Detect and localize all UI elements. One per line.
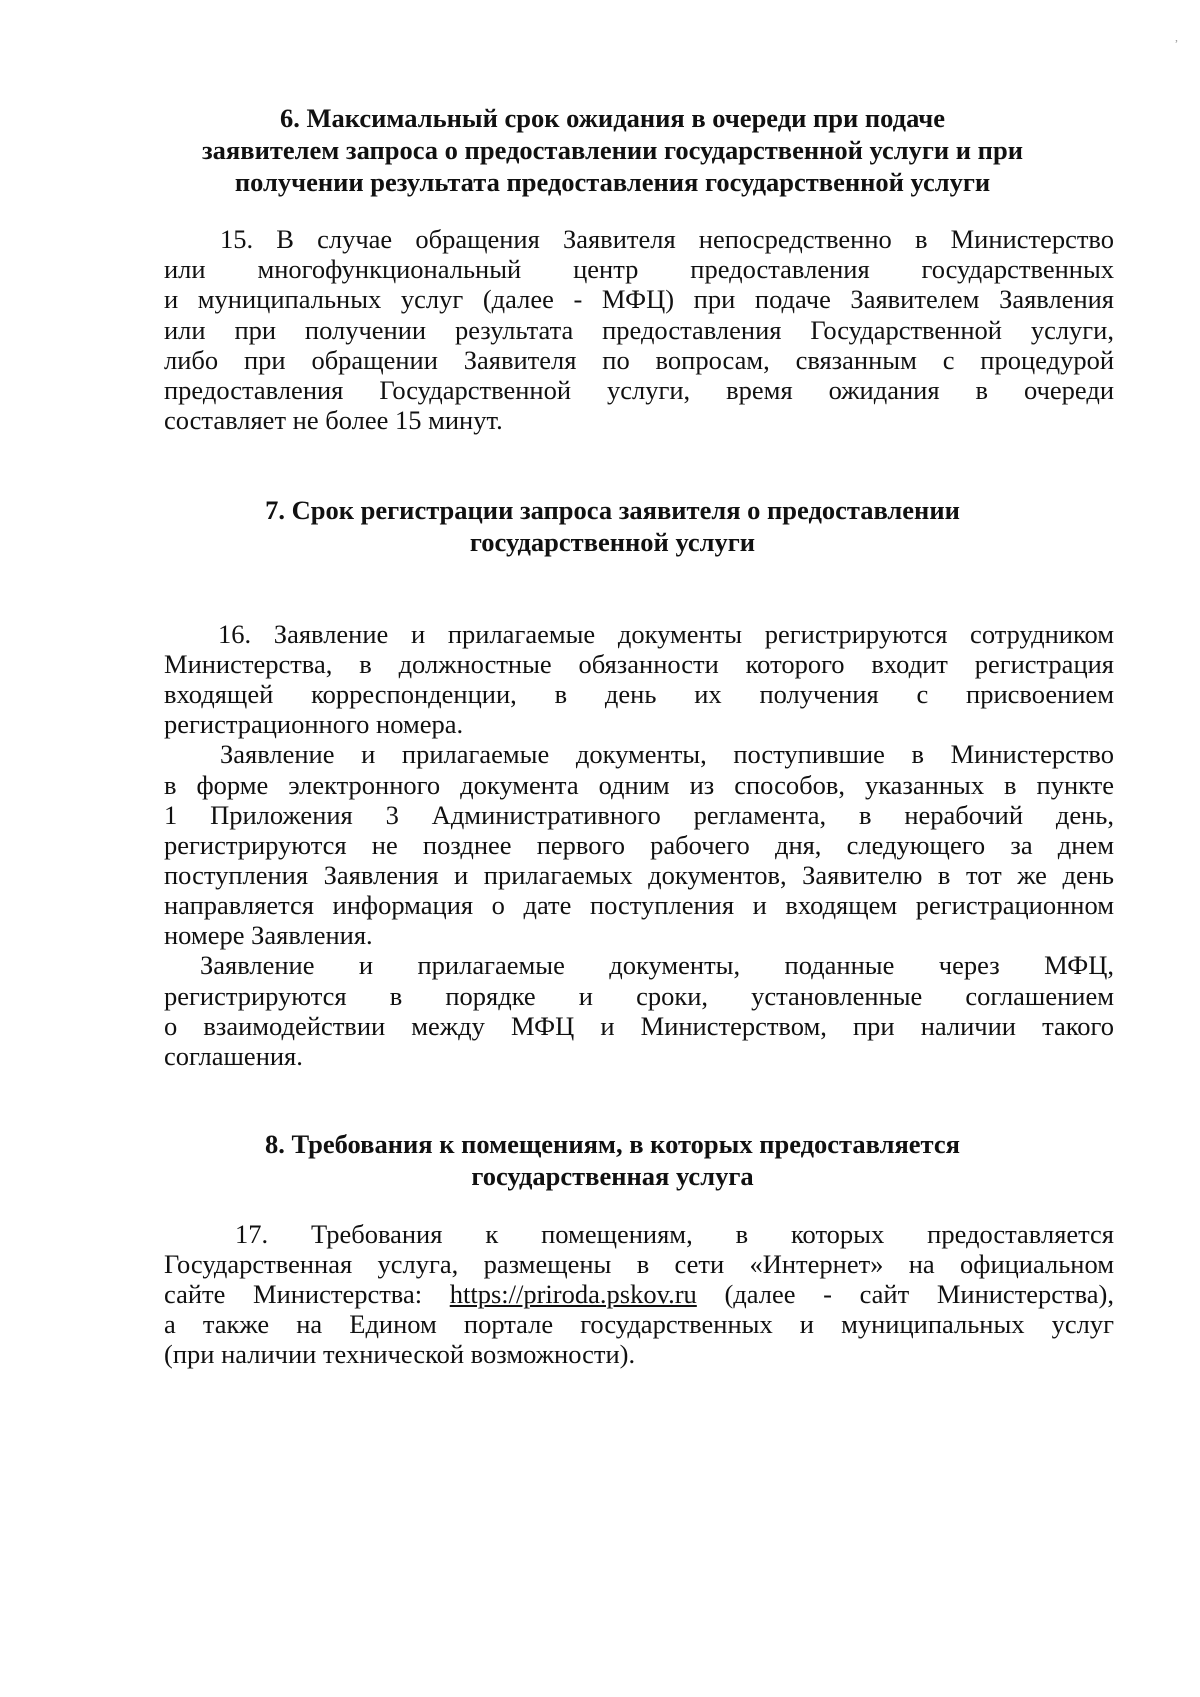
paragraph-17-line-with-link (164, 1278, 1114, 1310)
section-6-heading-line-3: получении результата предоставления государственной услуги (234, 167, 991, 197)
paragraph-15-line: или многофункциональный центр предоставления государственных (164, 254, 1114, 284)
paragraph-17-text: (далее - сайт Министерства), (696, 1279, 1114, 1309)
section-6-heading-line-2: заявителем запроса о предоставлении государственной услуги и при (202, 135, 1023, 165)
paragraph-16b-line: регистрируются не позднее первого рабочего дня, следующего за днем (164, 830, 1114, 860)
paragraph-16-line: регистрационного номера. (164, 709, 464, 739)
paragraph-15-line: и муниципальных услуг (далее - МФЦ) при подаче Заявителем Заявления (164, 284, 1114, 314)
paragraph-16b-line: поступления Заявления и прилагаемых документов, Заявителю в тот же день (164, 860, 1114, 890)
paragraph-15-line: составляет не более 15 минут. (164, 405, 503, 435)
paragraph-15-line: предоставления Государственной услуги, время ожидания в очереди (164, 375, 1114, 405)
paragraph-17-line: Государственная услуга, размещены в сети «Интернет» на официальном (164, 1249, 1114, 1279)
paragraph-16b-line: номере Заявления. (164, 920, 373, 950)
paragraph-16b-line: в форме электронного документа одним из способов, указанных в пункте (164, 770, 1114, 800)
section-7-heading-line-1: 7. Срок регистрации запроса заявителя о предоставлении (265, 495, 960, 525)
paragraph-17-text: сайте Министерства: (164, 1279, 450, 1309)
paragraph-15-line: 15. В случае обращения Заявителя непосредственно в Министерство (220, 224, 1114, 254)
paragraph-16b-line: Заявление и прилагаемые документы, поступившие в Министерство (220, 739, 1114, 769)
section-7-heading-line-2: государственной услуги (469, 527, 756, 557)
scan-speck: , (1175, 30, 1178, 44)
paragraph-15-line: или при получении результата предоставления Государственной услуги, (164, 315, 1114, 345)
paragraph-16c-line: Заявление и прилагаемые документы, поданные через МФЦ, (200, 950, 1114, 980)
section-8-heading-line-2: государственная услуга (471, 1161, 754, 1191)
paragraph-17-line: 17. Требования к помещениям, в которых предоставляется (235, 1219, 1114, 1249)
paragraph-16c-line: о взаимодействии между МФЦ и Министерством, при наличии такого (164, 1011, 1114, 1041)
section-6-heading-line-1: 6. Максимальный срок ожидания в очереди при подаче (280, 103, 945, 133)
paragraph-16c-line: соглашения. (164, 1041, 303, 1071)
paragraph-17-line: (при наличии технической возможности). (164, 1339, 636, 1369)
section-8-heading-line-1: 8. Требования к помещениям, в которых предоставляется (264, 1129, 961, 1159)
paragraph-17-line: а также на Едином портале государственных и муниципальных услуг (164, 1309, 1114, 1339)
paragraph-16b-line: 1 Приложения 3 Административного регламента, в нерабочий день, (164, 800, 1114, 830)
paragraph-16-line: входящей корреспонденции, в день их получения с присвоением (164, 679, 1114, 709)
paragraph-16-line: 16. Заявление и прилагаемые документы регистрируются сотрудником (218, 619, 1114, 649)
paragraph-15-line: либо при обращении Заявителя по вопросам, связанным с процедурой (164, 345, 1114, 375)
paragraph-16b-line: направляется информация о дате поступления и входящем регистрационном (164, 890, 1114, 920)
paragraph-16c-line: регистрируются в порядке и сроки, установленные соглашением (164, 981, 1114, 1011)
paragraph-16-line: Министерства, в должностные обязанности которого входит регистрация (164, 649, 1114, 679)
ministry-website-link[interactable]: https://priroda.pskov.ru (449, 1279, 697, 1309)
